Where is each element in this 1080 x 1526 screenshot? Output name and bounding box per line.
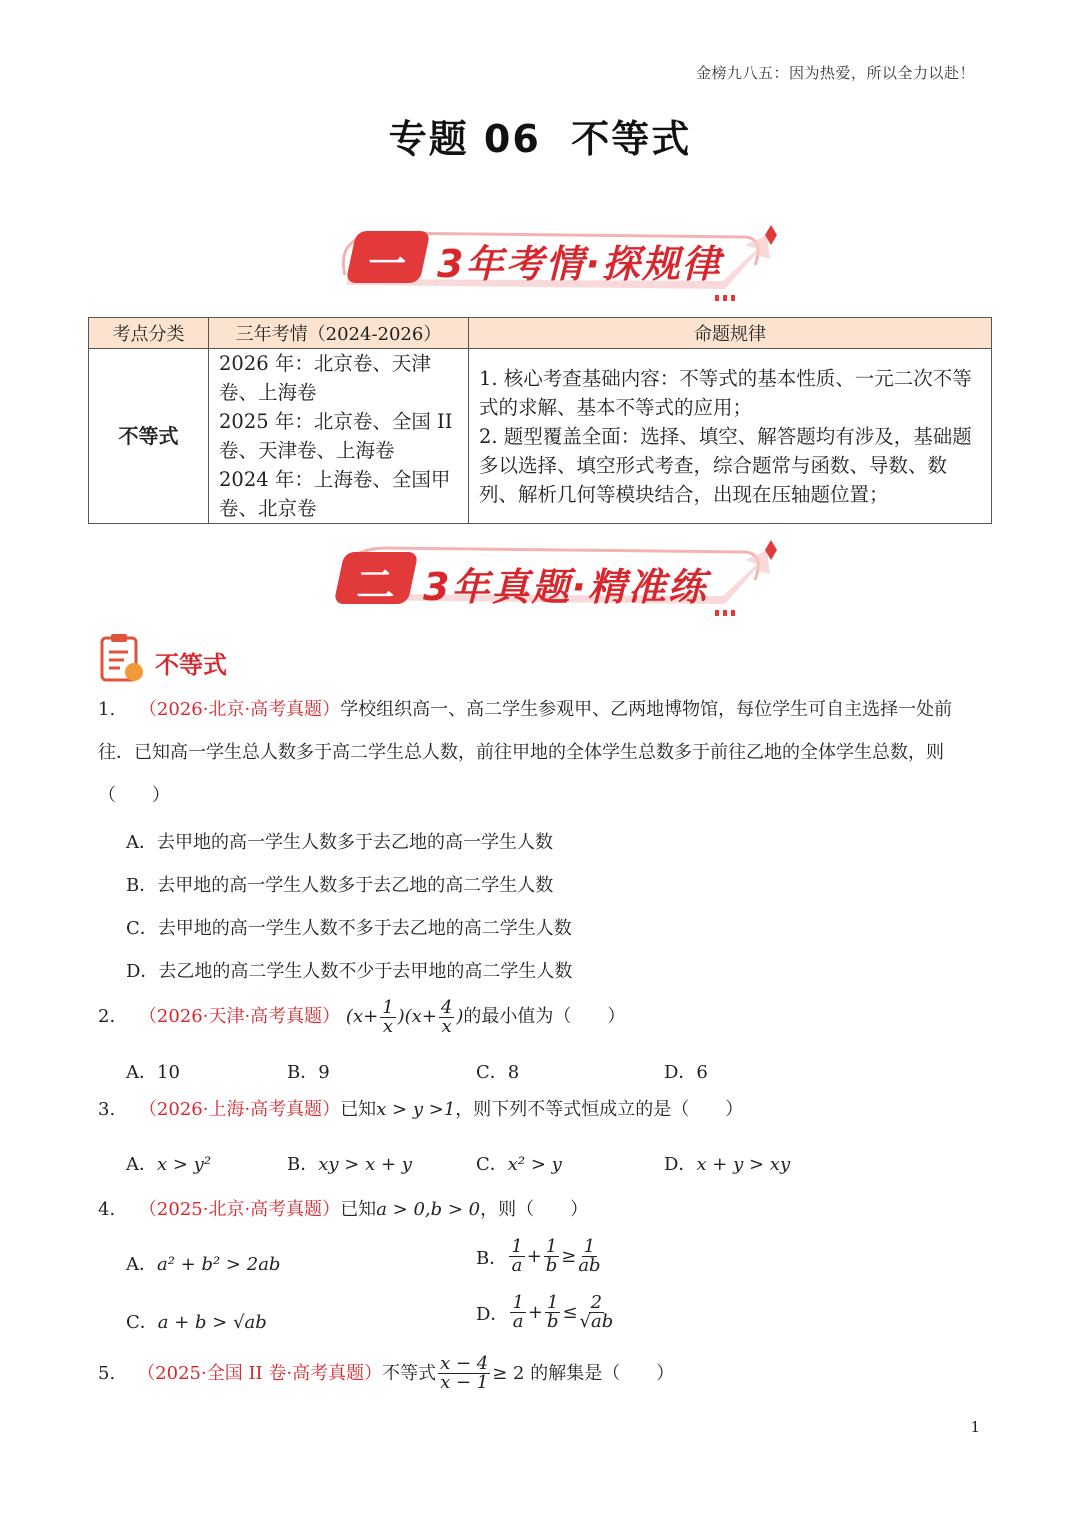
question-number: 1. (98, 699, 116, 720)
question-source: （2025·全国 II 卷·高考真题） (137, 1363, 383, 1384)
table-header-rules: 命题规律 (469, 318, 992, 349)
history-line: 2025 年：北京卷、全国 II 卷、天津卷、上海卷 (219, 410, 453, 462)
option-b: B．去甲地的高一学生人数多于去乙地的高二学生人数 (126, 875, 554, 896)
option-c: C．a + b > √ab (126, 1312, 267, 1333)
header-slogan: 金榜九八五：因为热爱，所以全力以赴！ (695, 64, 975, 82)
rule-line: 1. 核心考查基础内容：不等式的基本性质、一元二次不等式的求解、基本不等式的应用； (479, 366, 972, 419)
section-banner-1 (325, 215, 785, 305)
question-stem: 学校组织高一、高二学生参观甲、乙两地博物馆，每位学生可自主选择一处前往．已知高一学生总人数多于高二学生总人数，前往甲地的全体学生总数多于前往乙地的全体学生总数，则（ ） (98, 699, 953, 806)
section-title: 不等式 (155, 651, 227, 679)
question-number: 4. (98, 1199, 116, 1220)
option-a: A．x > y² (126, 1154, 212, 1175)
math-expression: (x+ $\frac{1}{x}$ )(x+ $\frac{4}{x}$ ) (345, 996, 464, 1037)
history-line: 2024 年：上海卷、全国甲卷、北京卷 (219, 468, 451, 520)
history-line: 2026 年：北京卷、天津卷、上海卷 (219, 352, 431, 404)
option-d: D．x + y > xy (664, 1154, 791, 1175)
question-4 (98, 1188, 588, 1231)
option-a: A．去甲地的高一学生人数多于去乙地的高一学生人数 (126, 832, 553, 853)
question-number: 5. (98, 1363, 116, 1384)
banner-text: 3年考情·探规律 (437, 242, 722, 286)
question-source: （2026·天津·高考真题） (138, 1006, 341, 1027)
question-3 (98, 1088, 743, 1131)
option-a: A．10 (126, 1062, 180, 1083)
question-stem: ，则下列不等式恒成立的是（ ） (455, 1099, 744, 1120)
question-1 (98, 688, 983, 817)
question-stem: ，则（ ） (480, 1199, 589, 1220)
option-b: B．xy > x + y (287, 1154, 412, 1175)
question-stem: 的最小值为（ ） (463, 1006, 626, 1027)
banner-number-badge: 一 (345, 231, 430, 283)
clipboard-icon (98, 632, 146, 684)
table-cell-category: 不等式 (89, 349, 209, 524)
question-stem: 不等式 (382, 1363, 437, 1384)
exam-info-table (88, 317, 992, 524)
option-c: C．去甲地的高一学生人数不多于去乙地的高二学生人数 (126, 918, 572, 939)
option-b: B．9 (287, 1062, 330, 1083)
banner-text: 3年真题·精准练 (423, 565, 708, 609)
question-number: 2. (98, 1006, 116, 1027)
question-source: （2026·北京·高考真题） (138, 699, 341, 720)
table-header-category: 考点分类 (89, 318, 209, 349)
table-header-history: 三年考情（2024-2026） (209, 318, 469, 349)
question-stem: 已知 (340, 1099, 377, 1120)
option-a: A．a² + b² > 2ab (126, 1254, 281, 1275)
option-c: C．8 (476, 1062, 520, 1083)
question-source: （2025·北京·高考真题） (138, 1199, 341, 1220)
option-b: B． $\frac{1}{a}$ + $\frac{1}{b}$ ≥ $\frac{1}{ab}$ (476, 1236, 601, 1276)
page-number: 1 (970, 1418, 980, 1436)
option-d: D． $\frac{1}{a}$ + $\frac{1}{b}$ ≤ $\frac{2}{√ab}$ (476, 1292, 614, 1332)
question-5: 5. （2025·全国 II 卷·高考真题） 不等式 $\frac{x - 4}{x - 1}$ ≥ 2 的解集是（ ） (98, 1353, 675, 1393)
question-stem: ≥ 2 的解集是（ ） (492, 1363, 675, 1384)
question-2 (98, 995, 625, 1039)
question-number: 3. (98, 1099, 116, 1120)
question-source: （2026·上海·高考真题） (138, 1099, 341, 1120)
question-stem: 已知 (340, 1199, 377, 1220)
rule-line: 2. 题型覆盖全面：选择、填空、解答题均有涉及，基础题多以选择、填空形式考查，综合题常与函数、导数、数列、解析几何等模块结合，出现在压轴题位置； (479, 424, 972, 506)
math-condition: a > 0,b > 0 (376, 1199, 481, 1220)
option-c: C．x² > y (476, 1154, 562, 1175)
math-condition: x > y >1 (376, 1099, 456, 1120)
option-d: D．6 (664, 1062, 708, 1083)
option-d: D．去乙地的高二学生人数不少于去甲地的高二学生人数 (126, 961, 573, 982)
page-title: 专题 06 不等式 (388, 117, 692, 161)
section-banner-2 (325, 530, 785, 620)
banner-number-badge: 二 (333, 552, 418, 604)
